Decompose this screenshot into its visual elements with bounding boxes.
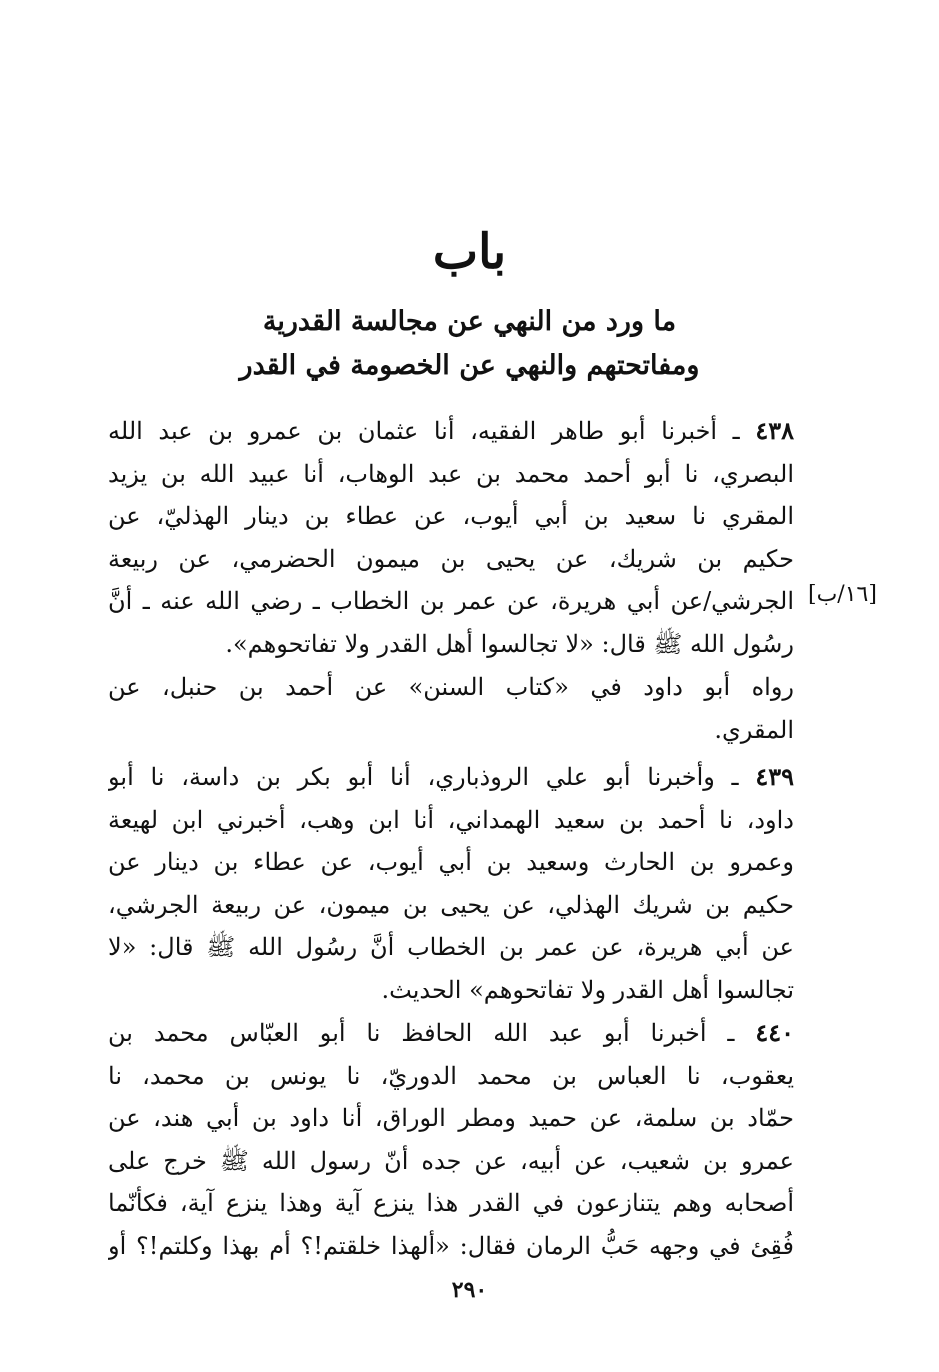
text-line: تجالسوا أهل القدر ولا تفاتحوهم» الحديث. — [381, 975, 794, 1004]
text-line: المقري. — [714, 715, 794, 744]
text-line: حكيم بن شريك، عن يحيى بن ميمون الحضرمي، عن ربيعة — [108, 544, 794, 573]
margin-folio-note: [١٦/ب] — [808, 582, 877, 607]
hadith-440 — [108, 1012, 794, 1267]
hadith-439 — [108, 756, 794, 1011]
text-line: ٤٤٠ ـ أخبرنا أبو عبد الله الحافظ نا أبو العبّاس محمد بن — [108, 1018, 794, 1047]
note-438 — [108, 666, 794, 751]
text-line: فُقِئ في وجهه حَبُّ الرمان فقال: «ألهذا خلقتم!؟ أم بهذا وكلتم!؟ أو — [108, 1231, 794, 1260]
text-line: ٤٣٩ ـ وأخبرنا أبو علي الروذباري، أنا أبو بكر بن داسة، نا أبو — [108, 762, 794, 791]
hadith-number: ٤٣٩ — [755, 762, 794, 791]
text-line: أصحابه وهم يتنازعون في القدر هذا ينزع آية وهذا ينزع آية، فكأنّما — [108, 1189, 794, 1217]
text-line: البصري، نا أبو أحمد محمد بن عبد الوهاب، أنا عبيد الله بن يزيد — [108, 459, 794, 488]
subtitle-line-2: ومفاتحتهم والنهي عن الخصومة في القدر — [239, 350, 700, 381]
page-number: ٢٩٠ — [451, 1277, 488, 1303]
hadith-number: ٤٣٨ — [755, 416, 794, 445]
text-line: وعمرو بن الحارث وسعيد بن أبي أيوب، عن عطاء بن دينار عن — [108, 848, 794, 876]
text-line: الجرشي/عن أبي هريرة، عن عمر بن الخطاب ـ رضي الله عنه ـ أنَّ — [108, 587, 794, 615]
text-line: يعقوب، نا العباس بن محمد الدوريّ، نا يونس بن محمد، نا — [108, 1061, 794, 1090]
chapter-title: باب — [432, 224, 507, 280]
hadith-438 — [108, 410, 794, 665]
text-line: حمّاد بن سلمة، عن حميد ومطر الوراق، أنا داود بن أبي هند، عن — [108, 1104, 794, 1132]
text-line: داود، نا أحمد بن سعيد الهمداني، أنا ابن وهب، أخبرني ابن لهيعة — [108, 805, 794, 834]
hadith-number: ٤٤٠ — [755, 1018, 794, 1047]
text-line: رسُول الله ﷺ قال: «لا تجالسوا أهل القدر ولا تفاتحوهم». — [225, 629, 794, 658]
text-line: ٤٣٨ ـ أخبرنا أبو طاهر الفقيه، أنا عثمان بن عمرو بن عبد الله — [108, 416, 794, 445]
text-line: رواه أبو داود في «كتاب السنن» عن أحمد بن حنبل، عن — [108, 673, 794, 701]
text-line: عمرو بن شعيب، عن أبيه، عن جده أنّ رسول الله ﷺ خرج على — [108, 1146, 794, 1175]
text-line: المقري نا سعيد بن أبي أيوب، عن عطاء بن دينار الهذليّ، عن — [108, 502, 794, 530]
text-line: حكيم بن شريك الهذلي، عن يحيى بن ميمون، عن ربيعة الجرشي، — [108, 890, 794, 919]
text-line: عن أبي هريرة، عن عمر بن الخطاب أنَّ رسُول الله ﷺ قال: «لا — [108, 933, 794, 961]
subtitle-line-1: ما ورد من النهي عن مجالسة القدرية — [262, 306, 677, 337]
